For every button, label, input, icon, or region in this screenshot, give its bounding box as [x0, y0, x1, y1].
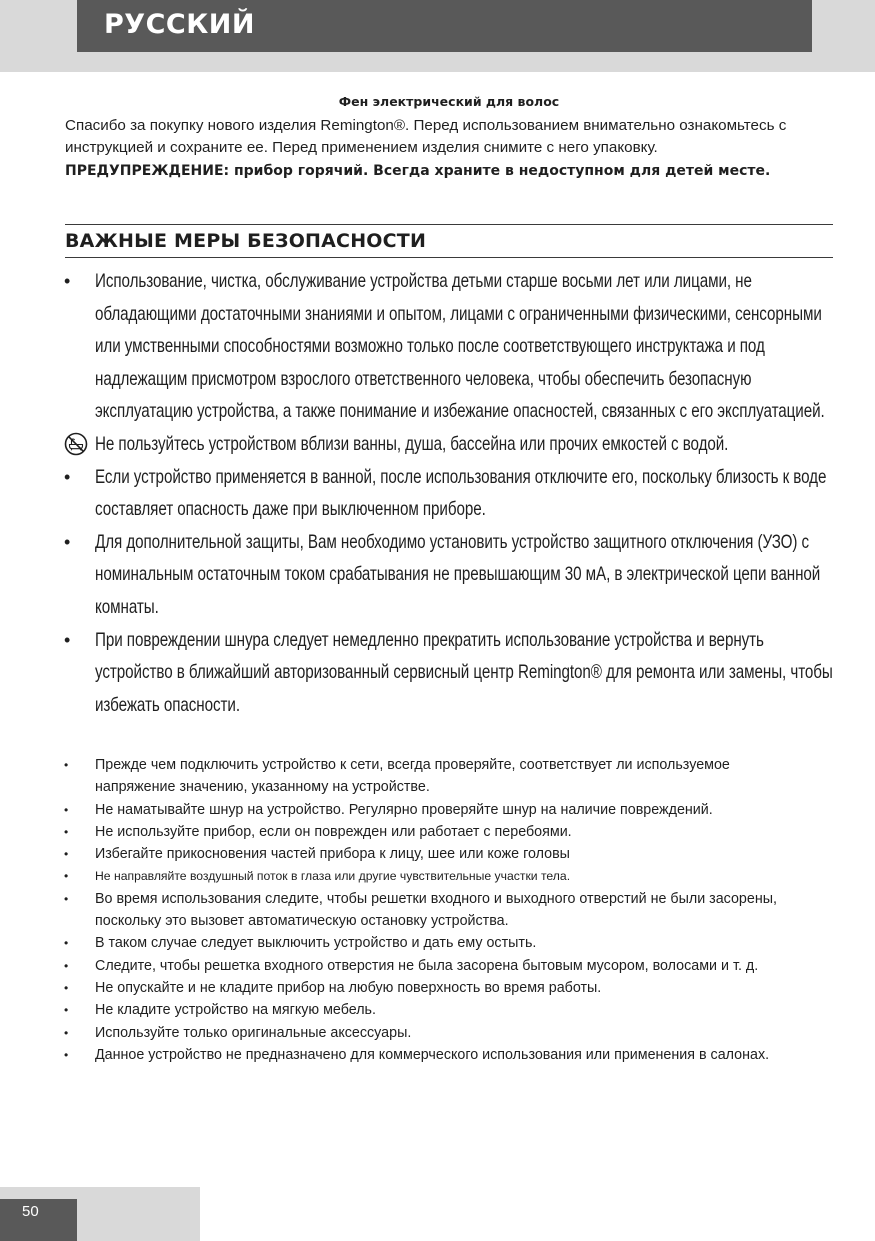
list-item: [0, 865, 800, 887]
list-item-text: Не направляйте воздушный поток в глаза или другие чувствительные участки тела.: [95, 869, 571, 884]
bullet: •: [64, 847, 69, 862]
list-item: [0, 754, 800, 799]
list-item: [0, 955, 800, 977]
list-item: [0, 526, 875, 624]
bullet: •: [64, 271, 71, 291]
list-item-text: Прежде чем подключить устройство к сети, всегда проверяйте, соответствует ли используемое напряжение значению, указанному на устройстве.: [95, 757, 730, 796]
list-item: [0, 461, 875, 526]
list-item: [0, 1022, 800, 1044]
list-item: [0, 843, 800, 865]
list-item-text: Использование, чистка, обслуживание устройства детьми старше восьми лет или лицами, не обладающими достаточными знаниями и опытом, лицами с ограниченными физическими, сенсорными или умственными способностями возможно только после соответствующего инструктажа и под надлежащим присмотром взрослого ответственного человека, чтобы обеспечить безопасную эксплуатацию устройства, а также понимание и избежание опасностей, связанных с его эксплуатацией.: [95, 270, 825, 423]
list-item: [0, 265, 875, 428]
list-item-text: Во время использования следите, чтобы решетки входного и выходного отверстий не были засорены, поскольку это вызовет автоматическую остановку устройства.: [95, 890, 777, 930]
list-item: [0, 932, 800, 954]
intro-text: Спасибо за покупку нового изделия Remington®. Перед использованием внимательно ознакомьтесь с инструкцией и сохраните ее. Перед применением изделия снимите с него упаковку.: [65, 117, 787, 157]
list-item-text: Избегайте прикосновения частей прибора к лицу, шее или коже головы: [95, 846, 570, 863]
bullet: •: [64, 824, 69, 839]
bullet: •: [64, 629, 71, 650]
list-item-text: Не используйте прибор, если он поврежден или работает с перебоями.: [95, 823, 572, 840]
list-item-text: Следите, чтобы решетка входного отверстия не была засорена бытовым мусором, волосами и т. д.: [95, 957, 759, 974]
bullet: •: [64, 531, 71, 552]
intro-warning: ПРЕДУПРЕЖДЕНИЕ: прибор горячий. Всегда храните в недоступном для детей месте.: [65, 162, 771, 179]
language-header: [77, 0, 812, 52]
section-rule-top: [65, 224, 833, 225]
bullet: •: [64, 802, 69, 817]
list-item-text: Данное устройство не предназначено для коммерческого использования или применения в салонах.: [95, 1046, 770, 1063]
bullet: •: [64, 936, 69, 951]
intro-paragraph: [65, 115, 825, 182]
list-item: [0, 428, 875, 461]
list-item: [0, 821, 800, 843]
bullet: •: [64, 466, 71, 487]
section-rule-bottom: [65, 257, 833, 258]
no-bath-icon: [64, 432, 88, 456]
list-item: [0, 624, 875, 722]
list-item: [0, 977, 800, 999]
product-title: Фен электрический для волос: [338, 94, 560, 109]
list-item-text: Не наматывайте шнур на устройство. Регулярно проверяйте шнур на наличие повреждений.: [95, 801, 713, 818]
large-safety-list: [0, 265, 875, 721]
list-item-text: При повреждении шнура следует немедленно прекратить использование устройства и вернуть устройство в ближайший авторизованный сервисный центр Remington® для ремонта или замены, чтобы избежать опасности.: [95, 628, 833, 716]
page-number-box: [0, 1199, 77, 1241]
list-item: [0, 1044, 800, 1066]
list-item-text: В таком случае следует выключить устройство и дать ему остыть.: [95, 935, 537, 952]
bullet: •: [64, 1003, 69, 1018]
list-item-text: Не опускайте и не кладите прибор на любую поверхность во время работы.: [95, 979, 602, 996]
list-item-text: Не пользуйтесь устройством вблизи ванны, душа, бассейна или прочих емкостей с водой.: [95, 432, 729, 455]
list-item-text: Не кладите устройство на мягкую мебель.: [95, 1002, 376, 1019]
bullet: •: [64, 1025, 69, 1040]
list-item-text: Если устройство применяется в ванной, после использования отключите его, поскольку близость к воде составляет опасность даже при выключенном приборе.: [95, 465, 827, 521]
language-title: РУССКИЙ: [104, 9, 255, 40]
bullet: •: [64, 891, 69, 906]
bullet: •: [64, 958, 69, 973]
list-item: [0, 999, 800, 1021]
bullet: •: [64, 869, 69, 884]
bullet: •: [64, 980, 69, 995]
list-item-text: Используйте только оригинальные аксессуары.: [95, 1024, 412, 1041]
list-item: [0, 799, 800, 821]
list-item: [0, 888, 800, 933]
list-item-text: Для дополнительной защиты, Вам необходимо установить устройство защитного отключения (УЗО) с номинальным остаточным током срабатывания не превышающим 30 мА, в электрической цепи ванной комнаты.: [95, 530, 821, 618]
small-safety-list: [0, 754, 875, 1066]
page-number: 50: [22, 1203, 39, 1220]
section-title: ВАЖНЫЕ МЕРЫ БЕЗОПАСНОСТИ: [65, 230, 427, 252]
bullet: •: [64, 758, 69, 772]
bullet: •: [64, 1047, 69, 1062]
